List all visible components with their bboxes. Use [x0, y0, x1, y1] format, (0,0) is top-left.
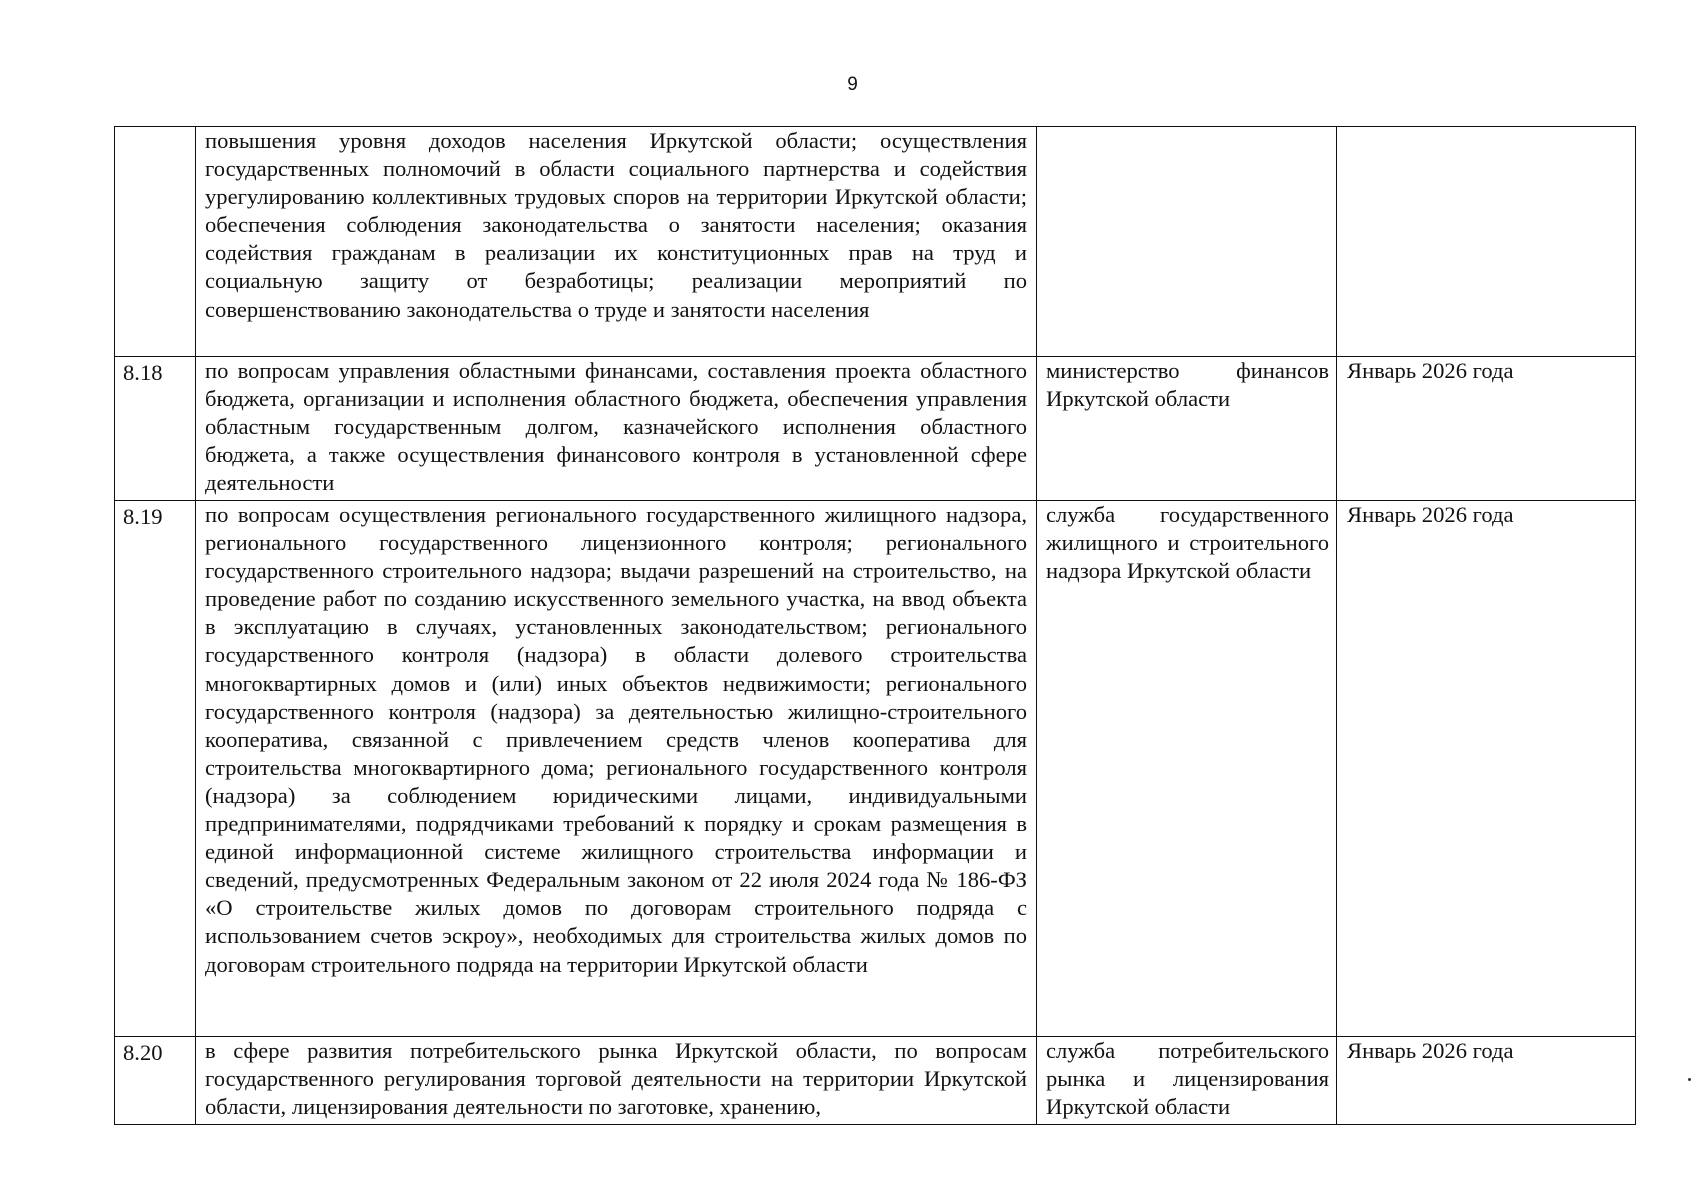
- row-number-cell: 8.19: [115, 501, 196, 1037]
- description-cell: [196, 501, 1037, 1037]
- organization-text: служба потребительского рынка и лицензирования Иркутской области: [1046, 1038, 1329, 1120]
- deadline-cell: Январь 2026 года: [1337, 501, 1636, 1037]
- organization-cell: [1037, 501, 1337, 1037]
- table-row: [115, 127, 1636, 357]
- description-text: по вопросам управления областными финансами, составления проекта областного бюджета, организации и исполнения областного бюджета, обеспечения управления областным государственным долгом, казначейского исполнения областного бюджета, а также осуществления финансового контроля в установленной сфере деятельности: [205, 358, 1027, 496]
- description-text: в сфере развития потребительского рынка Иркутской области, по вопросам государственного регулирования торговой деятельности на территории Иркутской области, лицензирования деятельности по заготовке, хранению,: [205, 1038, 1027, 1120]
- description-text: по вопросам осуществления регионального государственного жилищного надзора, регионального государственного лицензионного контроля; регионального государственного строительного надзора; выдачи разрешений на строительство, на проведение работ по созданию искусственного земельного участка, на ввод объекта в эксплуатацию в случаях, установленных законодательством; регионального государственного контроля (надзора) в области долевого строительства многоквартирных домов и (или) иных объектов недвижимости; регионального государственного контроля (надзора) за деятельностью жилищно-строительного кооператива, связанной с привлечением средств членов кооператива для строительства многоквартирного дома; регионального государственного контроля (надзора) за соблюдением юридическими лицами, индивидуальными предпринимателями, подрядчиками требований к порядку и срокам размещения в единой информационной системе жилищного строительства информации и сведений, предусмотренных Федеральным законом от 22 июля 2024 года № 186-ФЗ «О строительстве жилых домов по договорам строительного подряда с использованием счетов эскроу», необходимых для строительства жилых домов по договорам строительного подряда на территории Иркутской области: [205, 502, 1027, 977]
- scan-speck: [1688, 1078, 1691, 1081]
- description-cell: [196, 357, 1037, 501]
- organization-cell: [1037, 1037, 1337, 1125]
- organization-cell: [1037, 127, 1337, 357]
- organization-text: министерство финансов Иркутской области: [1046, 358, 1329, 412]
- organization-text: служба государственного жилищного и строительного надзора Иркутской области: [1046, 502, 1329, 584]
- row-number-cell: 8.18: [115, 357, 196, 501]
- table-row: [115, 501, 1636, 1037]
- row-number-cell: [115, 127, 196, 357]
- deadline-cell: Январь 2026 года: [1337, 1037, 1636, 1125]
- organization-cell: [1037, 357, 1337, 501]
- row-number-cell: 8.20: [115, 1037, 196, 1125]
- deadline-cell: Январь 2026 года: [1337, 357, 1636, 501]
- page-number: 9: [847, 74, 858, 95]
- deadline-cell: [1337, 127, 1636, 357]
- measures-table: [114, 126, 1636, 1125]
- table-row: [115, 1037, 1636, 1125]
- table-row: [115, 357, 1636, 501]
- description-cell: [196, 1037, 1037, 1125]
- description-text: повышения уровня доходов населения Иркутской области; осуществления государственных полномочий в области социального партнерства и содействия урегулированию коллективных трудовых споров на территории Иркутской области; обеспечения соблюдения законодательства о занятости населения; оказания содействия гражданам в реализации их конституционных прав на труд и социальную защиту от безработицы; реализации мероприятий по совершенствованию законодательства о труде и занятости населения: [205, 128, 1027, 322]
- description-cell: [196, 127, 1037, 357]
